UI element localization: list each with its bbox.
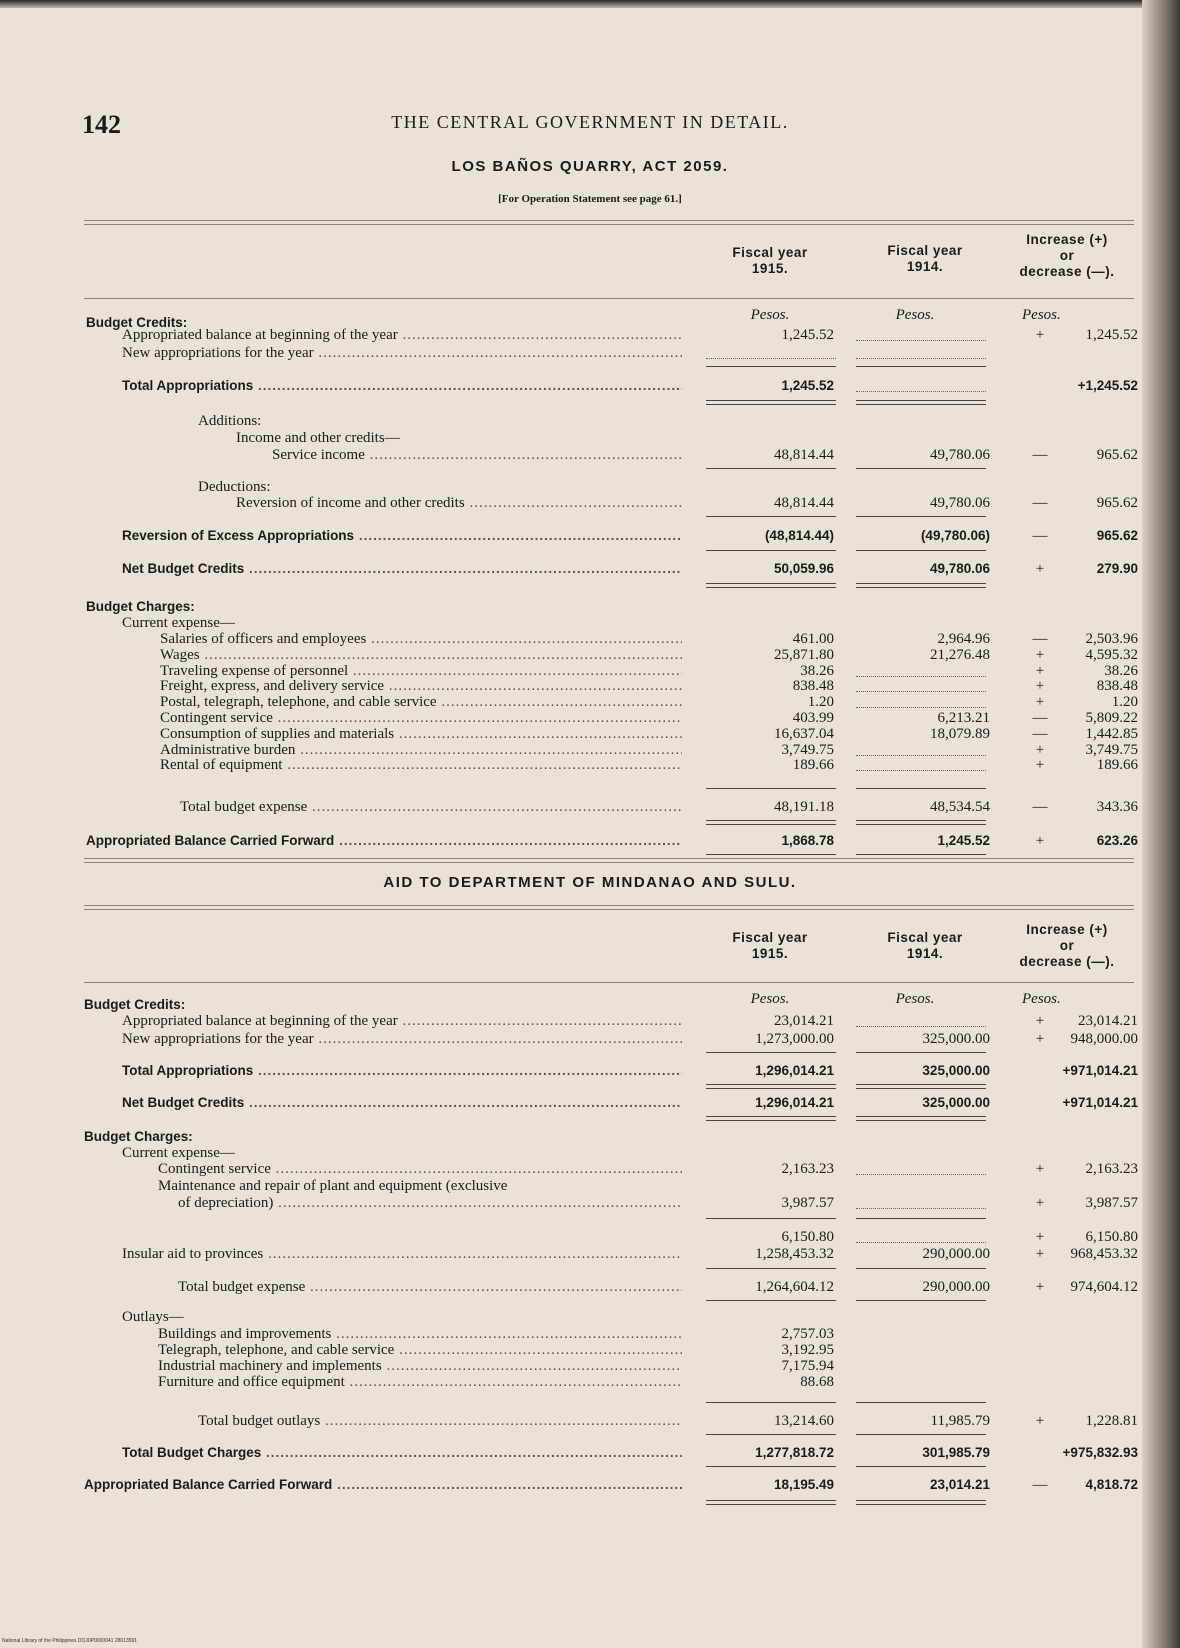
pesos-row: Budget Credits: Pesos. Pesos. Pesos. bbox=[84, 991, 1061, 1012]
table2-header-change: Increase (+) or decrease (—). bbox=[1019, 922, 1115, 969]
table-row: Consumption of supplies and materials ..... 16,637.04 18,079.89 — 1,442.85 bbox=[0, 725, 1180, 743]
table-row: Freight, express, and delivery service ..... 838.48 + 838.48 bbox=[0, 677, 1180, 695]
table-row-subtotal: 6,150.80 + 6,150.80 bbox=[781, 1229, 1138, 1245]
page-number: 142 bbox=[82, 110, 121, 139]
table1-header-rule bbox=[84, 298, 1134, 299]
table-row: Reversion of income and other credits ..... 48,814.44 49,780.06 — 965.62 bbox=[0, 494, 1180, 512]
table-row: Buildings and improvements ..... 2,757.03 bbox=[0, 1325, 1180, 1343]
table-row: Rental of equipment ..... 189.66 + 189.66 bbox=[0, 756, 1180, 774]
running-head: THE CENTRAL GOVERNMENT IN DETAIL. bbox=[391, 112, 789, 132]
table1-top-rule bbox=[84, 220, 1134, 225]
table-row: Traveling expense of personnel ..... 38.26 + 38.26 bbox=[0, 662, 1180, 680]
table-row: Wages ..... 25,871.80 21,276.48 + 4,595.32 bbox=[0, 646, 1180, 664]
table-row-total: Total Budget Charges ..... 1,277,818.72 301,985.79 +975,832.93 bbox=[0, 1444, 1180, 1462]
table-row: New appropriations for the year ..... bbox=[0, 344, 1180, 362]
table2-top-rule bbox=[84, 905, 1134, 910]
table-row: of depreciation) ..... 3,987.57 + 3,987.57 bbox=[0, 1194, 1180, 1212]
scan-footer: National Library of the Philippines DOJ0P0000041 28013591 bbox=[2, 1638, 138, 1644]
table-row-total: Net Budget Credits ..... 50,059.96 49,780.06 + 279.90 bbox=[0, 560, 1180, 578]
section1-note: [For Operation Statement see page 61.] bbox=[498, 193, 682, 205]
section1-title: LOS BAÑOS QUARRY, ACT 2059. bbox=[451, 158, 729, 175]
table-row: New appropriations for the year ..... 1,273,000.00 325,000.00 + 948,000.00 bbox=[0, 1030, 1180, 1048]
table-row: Administrative burden ..... 3,749.75 + 3,749.75 bbox=[0, 741, 1180, 759]
table-row: Appropriated balance at beginning of the year ..... 1,245.52 + 1,245.52 bbox=[0, 326, 1180, 344]
table-row-total: Total budget outlays ..... 13,214.60 11,985.79 + 1,228.81 bbox=[0, 1412, 1180, 1430]
pesos-row: Budget Credits: Pesos. Pesos. Pesos. bbox=[86, 307, 1061, 330]
table-row-total: Total Appropriations ..... 1,296,014.21 325,000.00 +971,014.21 bbox=[0, 1062, 1180, 1080]
table1-header-change: Increase (+) or decrease (—). bbox=[1019, 232, 1115, 279]
table-row: Furniture and office equipment ..... 88.68 bbox=[0, 1373, 1180, 1391]
table-row-total: Total budget expense ..... 1,264,604.12 290,000.00 + 974,604.12 bbox=[0, 1278, 1180, 1296]
table-row-total: Appropriated Balance Carried Forward ..... 1,868.78 1,245.52 + 623.26 bbox=[0, 832, 1180, 850]
table2-header-fy1915: Fiscal year 1915. bbox=[732, 930, 808, 961]
table1-header-fy1914: Fiscal year 1914. bbox=[887, 243, 963, 274]
scan-top-edge bbox=[0, 0, 1180, 8]
table2-header-fy1914: Fiscal year 1914. bbox=[887, 930, 963, 961]
section2-title: AID TO DEPARTMENT OF MINDANAO AND SULU. bbox=[383, 874, 797, 891]
table-row-total: Appropriated Balance Carried Forward ..... 18,195.49 23,014.21 — 4,818.72 bbox=[0, 1476, 1180, 1494]
table-row: Postal, telegraph, telephone, and cable service ..... 1.20 + 1.20 bbox=[0, 693, 1180, 711]
table-row: Contingent service ..... 2,163.23 + 2,163.23 bbox=[0, 1160, 1180, 1178]
table-row: Insular aid to provinces ..... 1,258,453.32 290,000.00 + 968,453.32 bbox=[0, 1245, 1180, 1263]
table2-header-rule bbox=[84, 982, 1134, 983]
table-row-total: Total budget expense ..... 48,191.18 48,534.54 — 343.36 bbox=[0, 798, 1180, 816]
budget-credits-heading: Budget Credits: bbox=[84, 997, 186, 1012]
table1-bottom-rule bbox=[84, 858, 1134, 863]
table-row: Telegraph, telephone, and cable service ..... 3,192.95 bbox=[0, 1341, 1180, 1359]
budget-credits-heading: Budget Credits: bbox=[86, 315, 188, 330]
table-row: Contingent service ..... 403.99 6,213.21 — 5,809.22 bbox=[0, 709, 1180, 727]
table-row: Salaries of officers and employees ..... 461.00 2,964.96 — 2,503.96 bbox=[0, 630, 1180, 648]
table-row-total: Net Budget Credits ..... 1,296,014.21 325,000.00 +971,014.21 bbox=[0, 1094, 1180, 1112]
table-row: Service income ..... 48,814.44 49,780.06 — 965.62 bbox=[0, 446, 1180, 464]
table-row-total: Total Appropriations ..... 1,245.52 +1,245.52 bbox=[0, 377, 1180, 395]
table1-header-fy1915: Fiscal year 1915. bbox=[732, 245, 808, 276]
scan-page-edge bbox=[1142, 0, 1180, 1648]
table-row: Appropriated balance at beginning of the year ..... 23,014.21 + 23,014.21 bbox=[0, 1012, 1180, 1030]
table-row: Industrial machinery and implements ..... 7,175.94 bbox=[0, 1357, 1180, 1375]
table-row-total: Reversion of Excess Appropriations ..... (48,814.44) (49,780.06) — 965.62 bbox=[0, 527, 1180, 545]
